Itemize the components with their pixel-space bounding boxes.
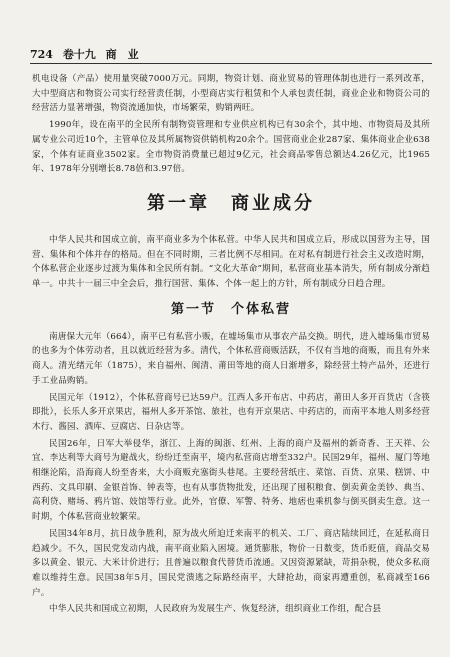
section-paragraph: 民国元年（1912），个体私营商号已达59户。江西人多开布店、中药店，莆田人多开百货店（含筷即批），长乐人多开京果店，福州人多开茶馆、旅社，也有开京果店、中药店的，而南平本地人则多经营木行、酱园、酒库、豆腐店、日杂店等。 [32, 392, 430, 432]
section-paragraph: 南唐保大元年（664），南平已有私营小贩，在墟场集市从事农产品交换。明代，进入墟场集市贸易的也多为个体劳动者，且以就近经营为多。清代，个体私营商贩活跃，不仅有当地的商贩，而且有外来商人。清光绪元年（1875），来自福州、闽清、莆田等地的商人日渐增多，除经营土特产品外，还进行手工业品购销。 [32, 331, 430, 386]
page-body [32, 72, 430, 619]
page-number: 724 [30, 48, 53, 61]
section-label: 商 业 [105, 48, 139, 61]
chapter-title: 第一章 商业成分 [147, 192, 315, 214]
paragraph-1990-summary: 1990年，设在南平的全民所有制物资管理和专业供应机构已有30余个，其中地、市物资局及其所属专业公司近10个，主管单位及其所属物资供销机构20余个。国营商业企业287家、集体商业企业638家，个体有证商业3502家。全市物资消费量已超过9亿元，社会商品零售总额达4.26亿元，比1965年、1978年分别增长8.78倍和3.97倍。 [32, 120, 430, 175]
chapter-intro: 中华人民共和国成立前，南平商业多为个体私营。中华人民共和国成立后，形成以国营为主导，国营、集体和个体并存的格局。但在不同时期，三者比例不尽相同。在对私有制进行社会主义改造时期，个体私营企业逐步过渡为集体和全民所有制。“文化大革命”期间，私营商业基本消失，所有制成分渐趋单一。中共十一届三中全会后，推行国营、集体、个体一起上的方针，所有制成分日趋合理。 [32, 234, 430, 290]
volume-label: 卷十九 [62, 48, 96, 61]
section-title: 第一节 个体私营 [170, 301, 291, 317]
section-paragraph: 民国34年8月，抗日战争胜利，原为战火所迫迁来南平的机关、工厂、商店陆续回迁，在延私商日趋减少。不久，国民党发动内战，南平商业陷入困境。通货膨胀，物价一日数变，货币贬值，商品交易多以黄金、银元、大米计价进行；且普遍以粮食代替货币流通。又因资源紧缺，苛捐杂税，使众多私商难以维持生意。民国38年5月，国民党溃逃之际路经南平，大肆抢劫，商家再遭重创，私商减至166户。 [32, 528, 430, 598]
paragraph-carryover: 机电设备（产品）使用量突破7000万元。同期，物资计划、商业贸易的管理体制也进行一系列改革，大中型商店和物资公司实行经营责任制，小型商店实行租赁和个人承包责任制，商业企业和物资公司的经营活力显著增强，物资流通加快，市场繁荣，购销两旺。 [32, 74, 430, 114]
header-rule [30, 63, 432, 64]
section-paragraph: 民国26年，日军大举侵华，浙江、上海的闽浙、红州、上海的商户及福州的新奇香、王天祥、公宜、李达利等大商号为避战火，纷纷迁至南平，境内私营商店增至332户。民国29年，福州、厦门等地相继沦陷，沿海商人纷至沓来，大小商贩充塞街头巷尾。主要经营纸庄、菜馆、百货、京果、糕饼、中西药、文具印刷、金银首饰、钟表等，也有从事货物批发，还出现了囤积粮食、倒卖黄金美钞、典当、高利贷、赌场、鸦片馆、妓馆等行业。此外，官僚、军警、特务、地痞也乘机参与倒买倒卖生意。这一时期，个体私营商业较繁荣。 [32, 438, 430, 523]
running-header [30, 47, 430, 63]
section-paragraph: 中华人民共和国成立初期，人民政府为发展生产、恢复经济，组织商业工作组，配合县 [49, 604, 382, 615]
